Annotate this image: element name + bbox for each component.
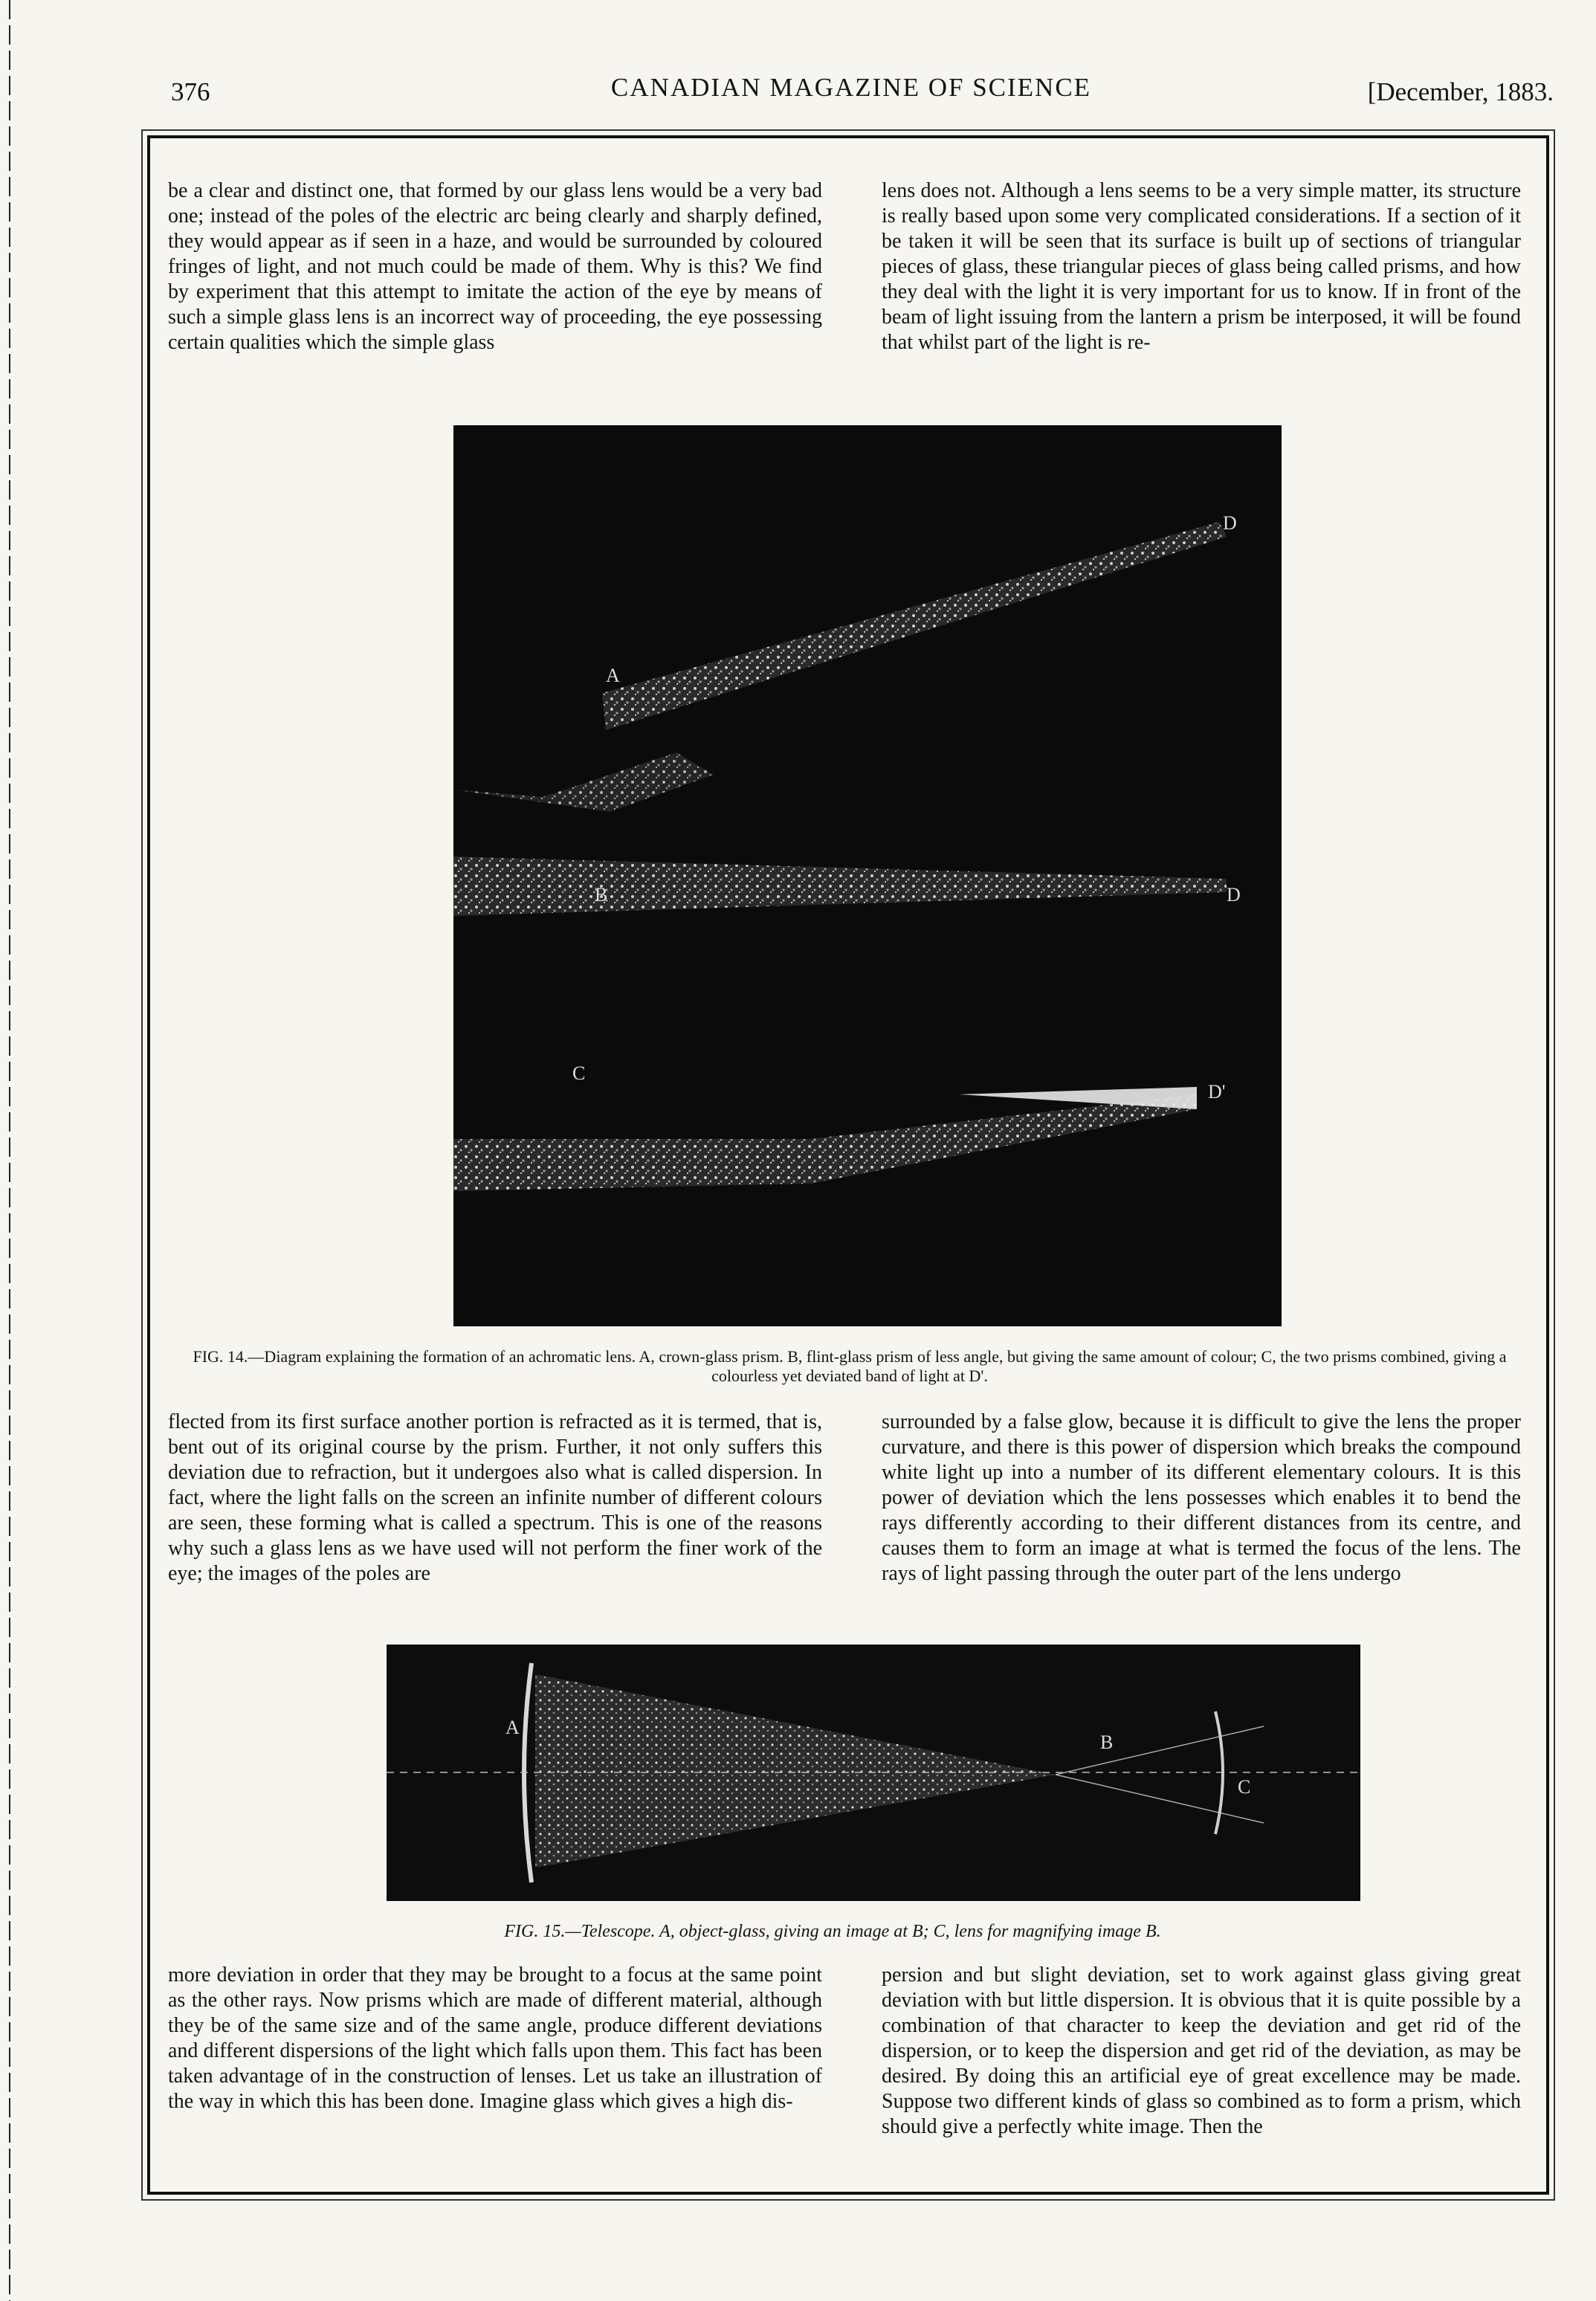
middle-right-column: [882, 1410, 1521, 1587]
top-right-column: [882, 178, 1521, 355]
paragraph: persion and but slight deviation, set to work against glass giving great deviation with but little dispersion. It is obvious that it is quite possible by a combination of that character to keep the deviation and get rid of the dispersion, or to keep the dispersion and get rid of the deviation, as may be desired. By doing this an artificial eye of great excellence may be made. Suppose two different kinds of glass so combined as to form a prism, which should give a perfectly white image. Then the: [882, 1963, 1521, 2138]
journal-title: CANADIAN MAGAZINE OF SCIENCE: [610, 73, 1092, 102]
prism-b-beam: [453, 856, 1227, 916]
label-d-top: D: [1223, 512, 1237, 534]
left-edge-rule: [9, 0, 10, 2301]
paragraph: lens does not. Although a lens seems to be a very simple matter, its structure is really based upon some very complicated considerations. If a section of it be taken it will be seen that its surface is built up of sections of triangular pieces of glass, these triangular pieces of glass being called prisms, and how they deal with the light it is very important for us to know. If in front of the beam of light issuing from the lantern a prism be interposed, it will be found that whilst part of the light is re-: [882, 179, 1521, 354]
issue-date: [December, 1883.: [1367, 77, 1554, 106]
bottom-right-column: [882, 1963, 1521, 2140]
figure-15-caption: FIG. 15.—Telescope. A, object-glass, giving an image at B; C, lens for magnifying image B.: [504, 1922, 1161, 1941]
paragraph: flected from its first surface another portion is refracted as it is termed, that is, bent out of its original course by the prism. Further, it not only suffers this deviation due to refraction, but it undergoes also what is called dispersion. In fact, where the light falls on the screen an infinite number of different colours are seen, these forming what is called a spectrum. This is one of the reasons why such a glass lens as we have used will not perform the finer work of the eye; the images of the poles are: [168, 1410, 822, 1585]
label-d-middle: D: [1227, 884, 1241, 906]
bottom-left-column: [168, 1963, 822, 2114]
running-header: [149, 73, 1554, 110]
figure-14-achromatic-prisms: [453, 425, 1282, 1326]
ray-lower: [1056, 1775, 1264, 1823]
label-d-prime: D': [1208, 1081, 1226, 1103]
figure-14-illustration: [453, 425, 1282, 1326]
label-c: C: [1238, 1776, 1251, 1798]
label-b: B: [1100, 1732, 1114, 1753]
light-cone: [535, 1674, 1056, 1868]
prism-a-incident-beam: [453, 752, 714, 812]
prism-a-beam: [602, 522, 1227, 730]
top-left-column: [168, 178, 822, 355]
label-c: C: [572, 1062, 586, 1084]
label-b: B: [595, 884, 608, 906]
figure-15-telescope: [387, 1645, 1360, 1901]
label-a: A: [606, 665, 620, 686]
paragraph: surrounded by a false glow, because it is difficult to give the lens the proper curvature, and there is this power of dispersion which breaks the compound white light up into a number of its different elementary colours. It is this power of deviation which the lens possesses which enables it to bend the rays differently according to their different distances from its centre, and causes them to form an image at what is termed the focus of the lens. The rays of light passing through the outer part of the lens undergo: [882, 1410, 1521, 1585]
page-number: 376: [171, 77, 210, 106]
colourless-band: [959, 1087, 1197, 1109]
paragraph: more deviation in order that they may be brought to a focus at the same point as the other rays. Now prisms which are made of different material, although they be of the same size and of the same angle, produce different deviations and different dispersions of the light which falls upon them. This fact has been taken advantage of in the construction of lenses. Let us take an illustration of the way in which this has been done. Imagine glass which gives a high dis-: [168, 1963, 822, 2113]
prism-c-beam: [453, 1094, 1197, 1191]
paragraph: be a clear and distinct one, that formed by our glass lens would be a very bad one; instead of the poles of the electric arc being clearly and sharply defined, they would appear as if seen in a haze, and would be surrounded by coloured fringes of light, and not much could be made of them. Why is this? We find by experiment that this attempt to imitate the action of the eye by means of such a simple glass lens is an incorrect way of proceeding, the eye possessing certain qualities which the simple glass: [168, 179, 822, 354]
middle-left-column: [168, 1410, 822, 1587]
label-a: A: [505, 1717, 520, 1738]
figure-15-illustration: [387, 1645, 1360, 1901]
figure-14-caption: FIG. 14.—Diagram explaining the formation of an achromatic lens. A, crown-glass prism. B, flint-glass prism of less angle, but giving the same amount of colour; C, the two prisms combined, giving a colourless yet deviated band of light at D'.: [193, 1347, 1507, 1385]
ray-upper: [1056, 1726, 1264, 1775]
